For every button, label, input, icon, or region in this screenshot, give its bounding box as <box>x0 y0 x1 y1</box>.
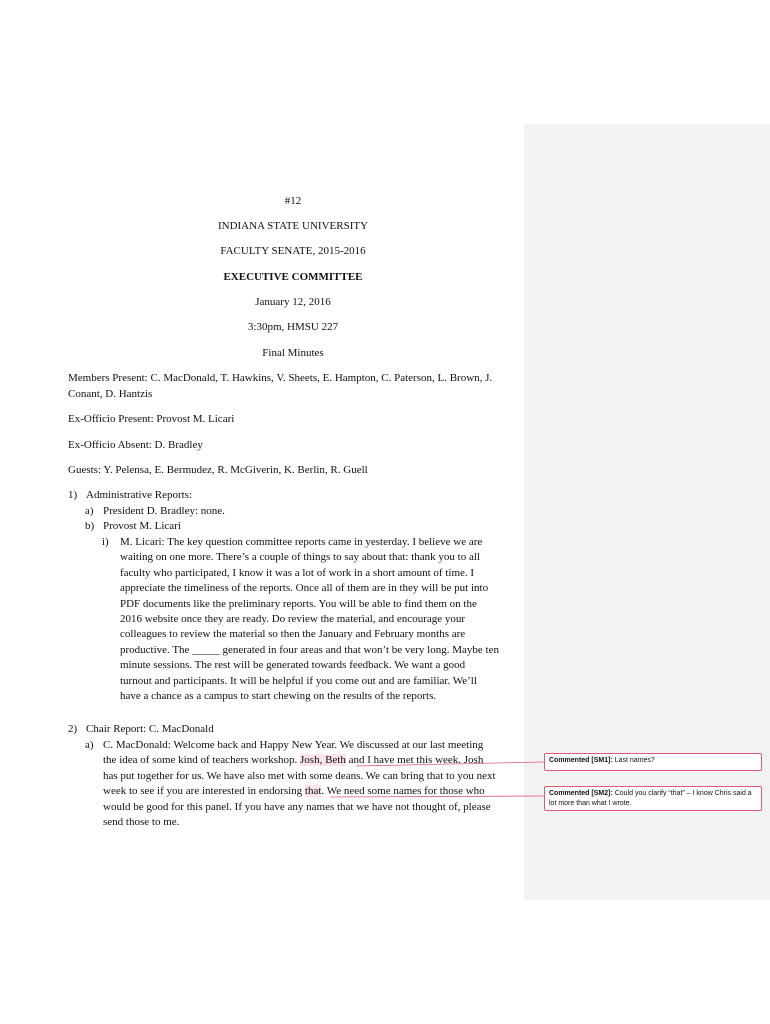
report-line: appreciate the timeliness of the reports. Once all of them are in they will be put into <box>120 582 489 595</box>
comment-text: Could you clarify “that” – I know Chris said a lot more than what I wrote. <box>549 790 752 807</box>
report-line: 2016 website once they are ready. Do review the material, and encourage your <box>120 613 466 626</box>
report-line: minute sessions. The rest will be generated towards feedback. We want a good <box>120 659 466 672</box>
guests: Guests: Y. Pelensa, E. Bermudez, R. McGiverin, K. Berlin, R. Guell <box>68 464 368 476</box>
text-run: and I have met this week. Josh <box>345 754 484 767</box>
committee-title: EXECUTIVE COMMITTEE <box>223 271 363 283</box>
text-run: week to see if you are interested in endorsing <box>103 785 305 798</box>
text-run: the idea of some kind of teachers workshop. <box>103 754 301 767</box>
comment-label: Commented [SM1]: <box>549 757 613 764</box>
members-present-line2: Conant, D. Hantzis <box>68 388 153 400</box>
exofficio-present: Ex-Officio Present: Provost M. Licari <box>68 413 235 425</box>
report-line: has put together for us. We have also met with some deans. We can bring that to you next <box>103 769 496 782</box>
licari-report <box>120 535 520 704</box>
report-line <box>103 784 523 799</box>
meeting-time-place: 3:30pm, HMSU 227 <box>247 321 339 333</box>
comment-sm2[interactable] <box>544 786 762 811</box>
comment-text: Last names? <box>614 757 655 764</box>
section1b-text: Provost M. Licari <box>103 520 181 532</box>
report-line: have a chance as a campus to start chewing on the results of the reports. <box>120 690 437 703</box>
text-run: . We need some names for those who <box>321 785 485 798</box>
section2-title: Chair Report: C. MacDonald <box>86 723 214 735</box>
report-line: PDF documents like the preliminary reports. You will be able to find them on the <box>120 597 477 610</box>
report-line: faculty who participated, I know it was a lot of work in a short amount of time. I <box>120 566 475 579</box>
macdonald-report <box>103 738 523 830</box>
report-line: M. Licari: The key question committee reports came in yesterday. I believe we are <box>120 536 483 548</box>
section1-number: 1) <box>68 489 78 501</box>
university-name: INDIANA STATE UNIVERSITY <box>217 220 369 232</box>
report-line <box>103 753 523 768</box>
commented-text-names[interactable]: Josh, Beth <box>300 754 346 767</box>
comment-sm1[interactable] <box>544 753 762 771</box>
section2a-marker: a) <box>85 739 94 751</box>
report-line: C. MacDonald: Welcome back and Happy New Year. We discussed at our last meeting <box>103 739 484 751</box>
report-line: productive. The _____ generated in four areas and that won’t be very long. Maybe ten <box>120 643 499 656</box>
meeting-date: January 12, 2016 <box>255 296 331 308</box>
commented-text-that[interactable]: that <box>304 785 322 798</box>
doc-number: #12 <box>284 195 302 207</box>
section1b-marker: b) <box>85 520 95 532</box>
section1-title: Administrative Reports: <box>86 489 193 501</box>
section1a-marker: a) <box>85 505 94 517</box>
report-line: would be good for this panel. If you have any names that we have not thought of, please <box>103 800 491 813</box>
report-line: colleagues to review the material so then the January and February months are <box>120 628 466 641</box>
section1bi-marker: i) <box>102 536 109 548</box>
minutes-status: Final Minutes <box>262 347 324 359</box>
exofficio-absent: Ex-Officio Absent: D. Bradley <box>68 439 203 451</box>
comment-label: Commented [SM2]: <box>549 790 613 797</box>
members-present-line1: Members Present: C. MacDonald, T. Hawkins, V. Sheets, E. Hampton, C. Paterson, L. Brown, J. <box>68 372 493 384</box>
report-line: turnout and participants. It will be helpful if you come out and are familiar. We’ll <box>120 674 477 687</box>
senate-title: FACULTY SENATE, 2015-2016 <box>220 245 366 257</box>
section1a-text: President D. Bradley: none. <box>103 505 225 517</box>
section2-number: 2) <box>68 723 78 735</box>
report-line: waiting on one more. There’s a couple of things to say about that: thank you to all <box>120 551 480 564</box>
report-line: send those to me. <box>103 816 180 829</box>
